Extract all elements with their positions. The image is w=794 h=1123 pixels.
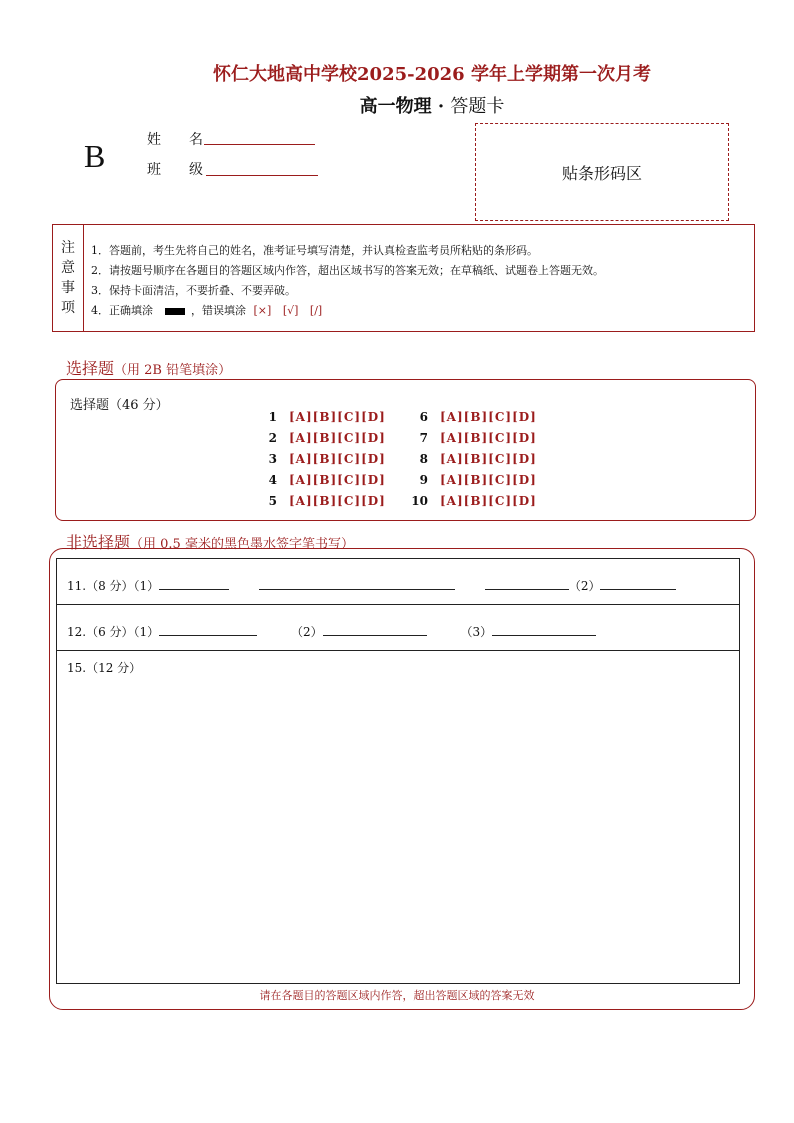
answer-options[interactable]: [A][B][C][D] [289,473,386,487]
question-number: 10 [411,494,428,508]
notice-item: 1．答题前，考生先将自己的姓名，准考证号填写清楚，并认真检查监考员所粘贴的条形码。 [91,244,538,257]
answer-options[interactable]: [A][B][C][D] [440,494,537,508]
wrong-mark-slash: [/] [309,304,323,317]
answer-blank[interactable] [159,577,229,590]
subtitle-separator: · [437,96,445,117]
barcode-label: 贴条形码区 [561,163,642,183]
answer-blank[interactable] [600,577,676,590]
mc-question-row [408,473,537,487]
nonchoice-title: 非选择题 [66,533,131,552]
notice-heading-char: 事 [61,280,75,296]
question-number: 4 [268,473,277,487]
answer-options[interactable]: [A][B][C][D] [289,452,386,466]
answer-options[interactable]: [A][B][C][D] [289,494,386,508]
choice-inner-label: 选择题（46 分） [70,398,169,413]
answer-blank[interactable] [323,623,427,636]
card-subtitle [0,92,794,118]
answer-options[interactable]: [A][B][C][D] [440,452,537,466]
notice-heading [53,225,84,331]
nonchoice-note: （用 0.5 毫米的黑色墨水签字笔书写） [130,537,354,552]
q12-part2-label: （2） [291,625,323,639]
mc-question-row [408,494,537,508]
answer-options[interactable]: [A][B][C][D] [440,473,537,487]
mc-question-row [257,431,386,445]
mc-question-row [257,410,386,424]
notice-box [52,224,755,332]
answer-options[interactable]: [A][B][C][D] [289,410,386,424]
notice-heading-char: 注 [61,240,75,256]
question-number: 6 [419,410,428,424]
question-number: 1 [268,410,277,424]
choice-box [55,379,756,521]
name-label: 姓 名 [147,132,203,148]
mc-question-row [257,452,386,466]
question-number: 5 [268,494,277,508]
wrong-mark-check: [√] [282,304,299,317]
mc-question-row [408,431,537,445]
paper-version: B [84,138,106,174]
barcode-area [475,123,729,221]
exam-title: 怀仁大地高中学校2025-2026 学年上学期第一次月考 [213,64,651,85]
q15-label: 15.（12 分） [67,661,142,675]
q11-part2-label: （2） [568,579,601,593]
wrong-mark-cross: [×] [253,304,272,317]
mc-question-row [408,452,537,466]
mc-question-row [257,494,386,508]
notice-list [91,241,604,321]
notice-item: 2．请按题号顺序在各题目的答题区域内作答，超出区域书写的答案无效；在草稿纸、试题卷上答题无效。 [91,264,604,277]
answer-area-q11[interactable] [56,558,740,605]
notice-heading-char: 意 [61,260,75,276]
answer-region-footer: 请在各题目的答题区域内作答，超出答题区域的答案无效 [259,989,535,1002]
notice-item: 3．保持卡面清洁，不要折叠、不要弄破。 [91,284,296,297]
q12-part3-label: （3） [460,625,493,639]
q11-line [67,577,676,594]
q12-label: 12.（6 分）（1） [67,625,160,639]
mc-question-row [408,410,537,424]
q11-label: 11.（8 分）（1） [67,579,160,593]
correct-fill-mark [165,308,185,315]
answer-blank[interactable] [485,577,569,590]
answer-options[interactable]: [A][B][C][D] [440,410,537,424]
answer-blank[interactable] [159,623,257,636]
notice-item-fill-example [91,301,604,321]
choice-section-title [66,356,231,379]
subject-name: 高一物理 [359,96,432,117]
question-number: 9 [419,473,428,487]
choice-title: 选择题 [66,359,115,378]
q12-line [67,623,596,640]
answer-blank[interactable] [259,577,455,590]
card-type: 答题卡 [450,96,505,117]
answer-options[interactable]: [A][B][C][D] [440,431,537,445]
class-field[interactable] [206,160,318,176]
wrong-fill-label: ，错误填涂 [191,304,246,317]
notice-heading-char: 项 [61,300,75,316]
correct-fill-label: 4．正确填涂 [91,304,153,317]
question-number: 8 [419,452,428,466]
question-number: 2 [268,431,277,445]
answer-blank[interactable] [492,623,596,636]
choice-note: （用 2B 铅笔填涂） [114,363,232,378]
answer-area-q15[interactable] [56,650,740,984]
answer-area-q12[interactable] [56,604,740,651]
question-number: 3 [268,452,277,466]
question-number: 7 [419,431,428,445]
answer-options[interactable]: [A][B][C][D] [289,431,386,445]
mc-question-row [257,473,386,487]
name-field[interactable] [204,129,315,145]
class-label: 班 级 [147,162,203,178]
